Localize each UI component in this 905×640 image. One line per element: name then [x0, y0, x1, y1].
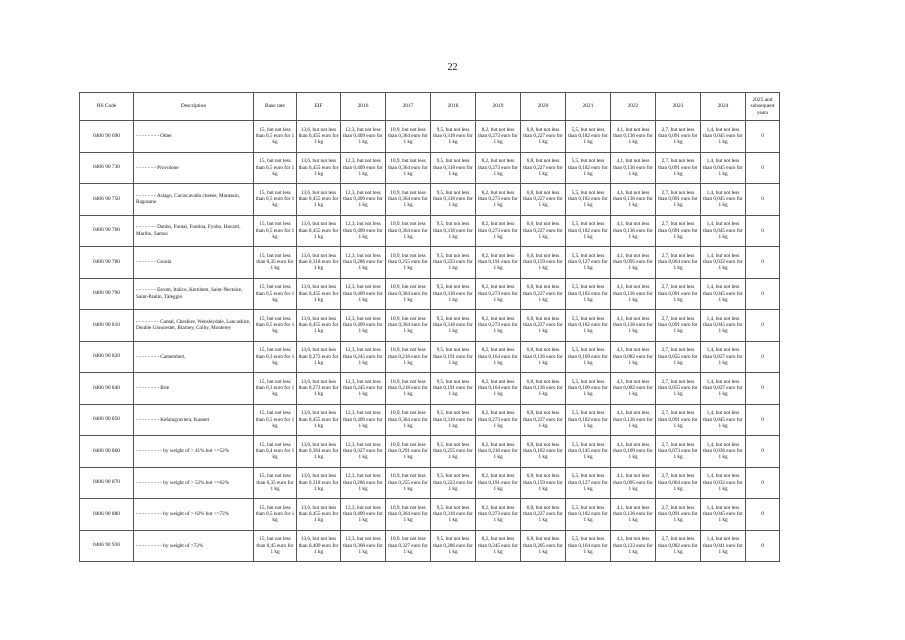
rate-cell: 2,7, but not less than 0,091 euro for 1 kg [656, 310, 701, 342]
rate-cell: 1,4, but not less than 0,032 euro for 1 kg [701, 467, 746, 499]
table-row [80, 373, 780, 405]
rate-cell: 0 [746, 404, 780, 436]
rate-cell: 0 [746, 373, 780, 405]
column-header: 2017 [386, 93, 431, 121]
rate-cell: 9,5, but not less than 0,318 euro for 1 kg [431, 184, 476, 216]
rate-cell: 13,6, but not less than 0,273 euro for 1 kg [297, 341, 341, 373]
rate-cell: 15, but not less than 0,3 euro for 1 kg [254, 341, 297, 373]
hs-code-cell: 0406 90 730 [80, 152, 134, 184]
rate-cell: 1,4, but not less than 0,045 euro for 1 kg [701, 152, 746, 184]
rate-cell: 0 [746, 310, 780, 342]
rate-cell: 15, but not less than 0,5 euro for 1 kg [254, 310, 297, 342]
rate-cell: 12,3, but not less than 0,409 euro for 1 kg [341, 310, 386, 342]
rate-cell: 8,2, but not less than 0,273 euro for 1 kg [476, 121, 521, 153]
rate-cell: 12,3, but not less than 0,409 euro for 1 kg [341, 404, 386, 436]
rate-cell: 15, but not less than 0,5 euro for 1 kg [254, 499, 297, 531]
rate-cell: 9,5, but not less than 0,286 euro for 1 kg [431, 530, 476, 562]
rate-cell: 13,6, but not less than 0,455 euro for 1 kg [297, 152, 341, 184]
column-header: 2025 and subsequent years [746, 93, 780, 121]
rate-cell: 1,4, but not less than 0,045 euro for 1 kg [701, 215, 746, 247]
page-number: 22 [447, 62, 458, 73]
rate-cell: 0 [746, 247, 780, 279]
rate-cell: 6,8, but not less than 0,227 euro for 1 kg [521, 278, 566, 310]
rate-cell: 5,5, but not less than 0,164 euro for 1 kg [566, 530, 611, 562]
rate-cell: 13,6, but not less than 0,273 euro for 1 kg [297, 373, 341, 405]
rate-cell: 2,7, but not less than 0,091 euro for 1 kg [656, 184, 701, 216]
column-header: 2016 [341, 93, 386, 121]
description-cell: - - - - - - - - Kefalograviera, Kasseri [134, 404, 254, 436]
rate-cell: 8,2, but not less than 0,273 euro for 1 kg [476, 152, 521, 184]
table-row [80, 184, 780, 216]
description-cell: - - - - - - - Danbo, Fontal, Fontina, Fynbo, Havarti, Maribo, Samso [134, 215, 254, 247]
rate-cell: 1,4, but not less than 0,045 euro for 1 kg [701, 121, 746, 153]
rate-cell: 5,5, but not less than 0,109 euro for 1 kg [566, 341, 611, 373]
rate-cell: 2,7, but not less than 0,055 euro for 1 kg [656, 341, 701, 373]
hs-code-cell: 0406 90 850 [80, 404, 134, 436]
rate-cell: 0 [746, 499, 780, 531]
rate-cell: 2,7, but not less than 0,091 euro for 1 kg [656, 152, 701, 184]
rate-cell: 6,8, but not less than 0,227 euro for 1 kg [521, 152, 566, 184]
rate-cell: 4,1, but not less than 0,082 euro for 1 kg [611, 341, 656, 373]
rate-cell: 1,4, but not less than 0,036 euro for 1 kg [701, 436, 746, 468]
rate-cell: 8,2, but not less than 0,273 euro for 1 kg [476, 184, 521, 216]
rate-cell: 8,2, but not less than 0,191 euro for 1 kg [476, 467, 521, 499]
table-row [80, 278, 780, 310]
rate-cell: 6,8, but not less than 0,159 euro for 1 kg [521, 467, 566, 499]
rate-cell: 4,1, but not less than 0,136 euro for 1 kg [611, 278, 656, 310]
rate-cell: 0 [746, 184, 780, 216]
rate-cell: 15, but not less than 0,5 euro for 1 kg [254, 121, 297, 153]
rate-cell: 5,5, but not less than 0,182 euro for 1 kg [566, 278, 611, 310]
rate-cell: 4,1, but not less than 0,136 euro for 1 kg [611, 152, 656, 184]
rate-cell: 13,6, but not less than 0,364 euro for 1 kg [297, 436, 341, 468]
rate-cell: 4,1, but not less than 0,136 euro for 1 kg [611, 310, 656, 342]
description-cell: - - - - - - - - Camembert, [134, 341, 254, 373]
rate-cell: 9,5, but not less than 0,318 euro for 1 kg [431, 404, 476, 436]
table-row [80, 404, 780, 436]
rate-cell: 10,9, but not less than 0,364 euro for 1 kg [386, 184, 431, 216]
rate-cell: 12,3, but not less than 0,409 euro for 1 kg [341, 184, 386, 216]
rate-cell: 5,5, but not less than 0,182 euro for 1 kg [566, 215, 611, 247]
column-header: 2022 [611, 93, 656, 121]
description-cell: - - - - - - - Esrom, Italico, Kernhem, Saint-Nectaire, Saint-Paulin, Taleggio [134, 278, 254, 310]
rate-cell: 6,8, but not less than 0,136 euro for 1 kg [521, 373, 566, 405]
description-cell: - - - - - - - Asiago, Caciocavallo cheese, Montasio, Ragusano [134, 184, 254, 216]
rate-cell: 9,5, but not less than 0,318 euro for 1 kg [431, 499, 476, 531]
rate-cell: 8,2, but not less than 0,273 euro for 1 kg [476, 278, 521, 310]
description-cell: - - - - - - - - - by weight of >72% [134, 530, 254, 562]
rate-cell: 1,4, but not less than 0,032 euro for 1 kg [701, 247, 746, 279]
rate-cell: 15, but not less than 0,5 euro for 1 kg [254, 404, 297, 436]
rate-cell: 1,4, but not less than 0,045 euro for 1 kg [701, 184, 746, 216]
rate-cell: 1,4, but not less than 0,027 euro for 1 kg [701, 373, 746, 405]
rate-cell: 5,5, but not less than 0,182 euro for 1 kg [566, 499, 611, 531]
rate-cell: 5,5, but not less than 0,145 euro for 1 kg [566, 436, 611, 468]
rate-cell: 8,2, but not less than 0,273 euro for 1 kg [476, 310, 521, 342]
hs-code-cell: 0406 90 870 [80, 467, 134, 499]
description-cell: - - - - - - - - Cantal, Cheshire, Wensleydale, Lancashire, Double Gloucester, Blarney, Colby, Monterey [134, 310, 254, 342]
rate-cell: 12,3, but not less than 0,286 euro for 1 kg [341, 467, 386, 499]
rate-cell: 15, but not less than 0,35 euro for 1 kg [254, 467, 297, 499]
hs-code-cell: 0406 90 880 [80, 499, 134, 531]
rate-cell: 12,3, but not less than 0,245 euro for 1 kg [341, 373, 386, 405]
rate-cell: 12,3, but not less than 0,327 euro for 1 kg [341, 436, 386, 468]
rate-cell: 10,9, but not less than 0,255 euro for 1 kg [386, 467, 431, 499]
rate-cell: 8,2, but not less than 0,245 euro for 1 kg [476, 530, 521, 562]
column-header: 2018 [431, 93, 476, 121]
table-row [80, 310, 780, 342]
rate-cell: 4,1, but not less than 0,136 euro for 1 kg [611, 121, 656, 153]
rate-cell: 4,1, but not less than 0,136 euro for 1 kg [611, 184, 656, 216]
table-row [80, 121, 780, 153]
rate-cell: 2,7, but not less than 0,073 euro for 1 kg [656, 436, 701, 468]
rate-cell: 10,9, but not less than 0,364 euro for 1 kg [386, 215, 431, 247]
hs-code-cell: 0406 90 750 [80, 184, 134, 216]
rate-cell: 0 [746, 278, 780, 310]
table-row [80, 530, 780, 562]
rate-cell: 8,2, but not less than 0,273 euro for 1 kg [476, 404, 521, 436]
rate-cell: 10,9, but not less than 0,364 euro for 1 kg [386, 310, 431, 342]
description-cell: - - - - - - - - - by weight of > 41% but <=52% [134, 436, 254, 468]
rate-cell: 10,9, but not less than 0,255 euro for 1 kg [386, 247, 431, 279]
rate-cell: 15, but not less than 0,4 euro for 1 kg [254, 436, 297, 468]
rate-cell: 13,6, but not less than 0,409 euro for 1 kg [297, 530, 341, 562]
rate-cell: 2,7, but not less than 0,055 euro for 1 kg [656, 373, 701, 405]
rate-cell: 1,4, but not less than 0,041 euro for 1 kg [701, 530, 746, 562]
description-cell: - - - - - - - Provolone [134, 152, 254, 184]
rate-cell: 5,5, but not less than 0,182 euro for 1 kg [566, 152, 611, 184]
rate-cell: 8,2, but not less than 0,218 euro for 1 kg [476, 436, 521, 468]
rate-cell: 10,9, but not less than 0,364 euro for 1 kg [386, 404, 431, 436]
rate-cell: 9,5, but not less than 0,318 euro for 1 kg [431, 310, 476, 342]
rate-cell: 6,8, but not less than 0,205 euro for 1 kg [521, 530, 566, 562]
rate-cell: 2,7, but not less than 0,064 euro for 1 kg [656, 467, 701, 499]
rate-cell: 13,6, but not less than 0,455 euro for 1 kg [297, 215, 341, 247]
rate-cell: 9,5, but not less than 0,318 euro for 1 kg [431, 278, 476, 310]
description-cell: - - - - - - - - - by weight of > 52% but <=62% [134, 467, 254, 499]
table-row [80, 341, 780, 373]
column-header: EIF [297, 93, 341, 121]
rate-cell: 1,4, but not less than 0,045 euro for 1 kg [701, 404, 746, 436]
rate-cell: 2,7, but not less than 0,091 euro for 1 kg [656, 499, 701, 531]
rate-cell: 5,5, but not less than 0,127 euro for 1 kg [566, 467, 611, 499]
rate-cell: 4,1, but not less than 0,136 euro for 1 kg [611, 499, 656, 531]
rate-cell: 13,6, but not less than 0,318 euro for 1 kg [297, 247, 341, 279]
rate-cell: 12,3, but not less than 0,409 euro for 1 kg [341, 278, 386, 310]
rate-cell: 12,3, but not less than 0,368 euro for 1 kg [341, 530, 386, 562]
rate-cell: 6,8, but not less than 0,227 euro for 1 kg [521, 215, 566, 247]
column-header: HS Code [80, 93, 134, 121]
rate-cell: 15, but not less than 0,5 euro for 1 kg [254, 184, 297, 216]
rate-cell: 0 [746, 467, 780, 499]
table-row [80, 247, 780, 279]
rate-cell: 0 [746, 215, 780, 247]
hs-code-cell: 0406 90 820 [80, 341, 134, 373]
column-header: 2023 [656, 93, 701, 121]
rate-cell: 1,4, but not less than 0,045 euro for 1 kg [701, 499, 746, 531]
rate-cell: 12,3, but not less than 0,286 euro for 1 kg [341, 247, 386, 279]
rate-cell: 8,2, but not less than 0,164 euro for 1 kg [476, 373, 521, 405]
rate-cell: 4,1, but not less than 0,109 euro for 1 kg [611, 436, 656, 468]
rate-cell: 13,6, but not less than 0,455 euro for 1 kg [297, 121, 341, 153]
rate-cell: 10,9, but not less than 0,364 euro for 1 kg [386, 152, 431, 184]
rate-cell: 13,6, but not less than 0,455 euro for 1 kg [297, 404, 341, 436]
rate-cell: 0 [746, 121, 780, 153]
rate-cell: 12,3, but not less than 0,409 euro for 1 kg [341, 499, 386, 531]
rate-cell: 12,3, but not less than 0,409 euro for 1 kg [341, 152, 386, 184]
hs-code-cell: 0406 90 760 [80, 215, 134, 247]
rate-cell: 4,1, but not less than 0,095 euro for 1 kg [611, 247, 656, 279]
rate-cell: 13,6, but not less than 0,455 euro for 1 kg [297, 184, 341, 216]
rate-cell: 10,9, but not less than 0,218 euro for 1 kg [386, 373, 431, 405]
rate-cell: 4,1, but not less than 0,136 euro for 1 kg [611, 404, 656, 436]
rate-cell: 6,8, but not less than 0,227 euro for 1 kg [521, 499, 566, 531]
description-cell: - - - - - - - - - by weight of > 62% but <=72% [134, 499, 254, 531]
rate-cell: 2,7, but not less than 0,091 euro for 1 kg [656, 404, 701, 436]
rate-cell: 10,9, but not less than 0,364 euro for 1 kg [386, 121, 431, 153]
rate-cell: 2,7, but not less than 0,091 euro for 1 kg [656, 121, 701, 153]
rate-cell: 10,9, but not less than 0,364 euro for 1 kg [386, 278, 431, 310]
rate-cell: 0 [746, 152, 780, 184]
column-header: 2024 [701, 93, 746, 121]
table-body [80, 121, 780, 562]
rate-cell: 4,1, but not less than 0,136 euro for 1 kg [611, 215, 656, 247]
rate-cell: 12,3, but not less than 0,409 euro for 1 kg [341, 121, 386, 153]
rate-cell: 2,7, but not less than 0,082 euro for 1 kg [656, 530, 701, 562]
hs-code-cell: 0406 90 690 [80, 121, 134, 153]
rate-cell: 6,8, but not less than 0,227 euro for 1 kg [521, 121, 566, 153]
rate-cell: 15, but not less than 0,5 euro for 1 kg [254, 215, 297, 247]
rate-cell: 10,9, but not less than 0,327 euro for 1 kg [386, 530, 431, 562]
rate-cell: 8,2, but not less than 0,191 euro for 1 kg [476, 247, 521, 279]
rate-cell: 6,8, but not less than 0,136 euro for 1 kg [521, 341, 566, 373]
column-header: Base rate [254, 93, 297, 121]
description-cell: - - - - - - - - Other [134, 121, 254, 153]
column-header: 2021 [566, 93, 611, 121]
table-row [80, 467, 780, 499]
rate-cell: 5,5, but not less than 0,182 euro for 1 kg [566, 310, 611, 342]
rate-cell: 13,6, but not less than 0,318 euro for 1 kg [297, 467, 341, 499]
table-header-row [80, 93, 780, 121]
rate-cell: 9,5, but not less than 0,318 euro for 1 kg [431, 121, 476, 153]
rate-cell: 1,4, but not less than 0,027 euro for 1 kg [701, 341, 746, 373]
rate-cell: 9,5, but not less than 0,223 euro for 1 kg [431, 467, 476, 499]
rate-cell: 1,4, but not less than 0,045 euro for 1 kg [701, 310, 746, 342]
rate-cell: 5,5, but not less than 0,182 euro for 1 kg [566, 404, 611, 436]
tariff-schedule-table [79, 92, 780, 562]
hs-code-cell: 0406 90 930 [80, 530, 134, 562]
hs-code-cell: 0406 90 780 [80, 247, 134, 279]
rate-cell: 12,3, but not less than 0,245 euro for 1 kg [341, 341, 386, 373]
rate-cell: 8,2, but not less than 0,273 euro for 1 kg [476, 215, 521, 247]
hs-code-cell: 0406 90 810 [80, 310, 134, 342]
column-header: 2020 [521, 93, 566, 121]
rate-cell: 6,8, but not less than 0,227 euro for 1 kg [521, 310, 566, 342]
rate-cell: 2,7, but not less than 0,091 euro for 1 kg [656, 278, 701, 310]
rate-cell: 6,8, but not less than 0,182 euro for 1 kg [521, 436, 566, 468]
rate-cell: 9,5, but not less than 0,223 euro for 1 kg [431, 247, 476, 279]
rate-cell: 15, but not less than 0,5 euro for 1 kg [254, 278, 297, 310]
rate-cell: 13,6, but not less than 0,455 euro for 1 kg [297, 278, 341, 310]
rate-cell: 1,4, but not less than 0,045 euro for 1 kg [701, 278, 746, 310]
rate-cell: 8,2, but not less than 0,164 euro for 1 kg [476, 341, 521, 373]
rate-cell: 10,9, but not less than 0,364 euro for 1 kg [386, 499, 431, 531]
rate-cell: 12,3, but not less than 0,409 euro for 1 kg [341, 215, 386, 247]
hs-code-cell: 0406 90 790 [80, 278, 134, 310]
column-header: 2019 [476, 93, 521, 121]
rate-cell: 6,8, but not less than 0,159 euro for 1 kg [521, 247, 566, 279]
rate-cell: 6,8, but not less than 0,227 euro for 1 kg [521, 184, 566, 216]
rate-cell: 5,5, but not less than 0,182 euro for 1 kg [566, 121, 611, 153]
rate-cell: 5,5, but not less than 0,109 euro for 1 kg [566, 373, 611, 405]
rate-cell: 9,5, but not less than 0,191 euro for 1 kg [431, 373, 476, 405]
rate-cell: 13,6, but not less than 0,455 euro for 1 kg [297, 499, 341, 531]
rate-cell: 9,5, but not less than 0,318 euro for 1 kg [431, 152, 476, 184]
rate-cell: 5,5, but not less than 0,127 euro for 1 kg [566, 247, 611, 279]
rate-cell: 0 [746, 436, 780, 468]
rate-cell: 5,5, but not less than 0,182 euro for 1 kg [566, 184, 611, 216]
rate-cell: 9,5, but not less than 0,255 euro for 1 kg [431, 436, 476, 468]
rate-cell: 2,7, but not less than 0,064 euro for 1 kg [656, 247, 701, 279]
rate-cell: 2,7, but not less than 0,091 euro for 1 kg [656, 215, 701, 247]
rate-cell: 10,9, but not less than 0,218 euro for 1 kg [386, 341, 431, 373]
description-cell: - - - - - - - Gouda [134, 247, 254, 279]
rate-cell: 9,5, but not less than 0,191 euro for 1 kg [431, 341, 476, 373]
rate-cell: 4,1, but not less than 0,082 euro for 1 kg [611, 373, 656, 405]
rate-cell: 4,1, but not less than 0,095 euro for 1 kg [611, 467, 656, 499]
description-cell: - - - - - - - - Brie [134, 373, 254, 405]
table-row [80, 152, 780, 184]
rate-cell: 15, but not less than 0,35 euro for 1 kg [254, 247, 297, 279]
hs-code-cell: 0406 90 840 [80, 373, 134, 405]
rate-cell: 10,9, but not less than 0,291 euro for 1 kg [386, 436, 431, 468]
table-row [80, 499, 780, 531]
column-header: Description [134, 93, 254, 121]
rate-cell: 15, but not less than 0,45 euro for 1 kg [254, 530, 297, 562]
rate-cell: 6,8, but not less than 0,227 euro for 1 kg [521, 404, 566, 436]
rate-cell: 8,2, but not less than 0,273 euro for 1 kg [476, 499, 521, 531]
rate-cell: 15, but not less than 0,3 euro for 1 kg [254, 373, 297, 405]
rate-cell: 15, but not less than 0,5 euro for 1 kg [254, 152, 297, 184]
hs-code-cell: 0406 90 860 [80, 436, 134, 468]
rate-cell: 0 [746, 341, 780, 373]
rate-cell: 13,6, but not less than 0,455 euro for 1 kg [297, 310, 341, 342]
rate-cell: 9,5, but not less than 0,318 euro for 1 kg [431, 215, 476, 247]
rate-cell: 0 [746, 530, 780, 562]
table-row [80, 215, 780, 247]
rate-cell: 4,1, but not less than 0,123 euro for 1 kg [611, 530, 656, 562]
table-row [80, 436, 780, 468]
